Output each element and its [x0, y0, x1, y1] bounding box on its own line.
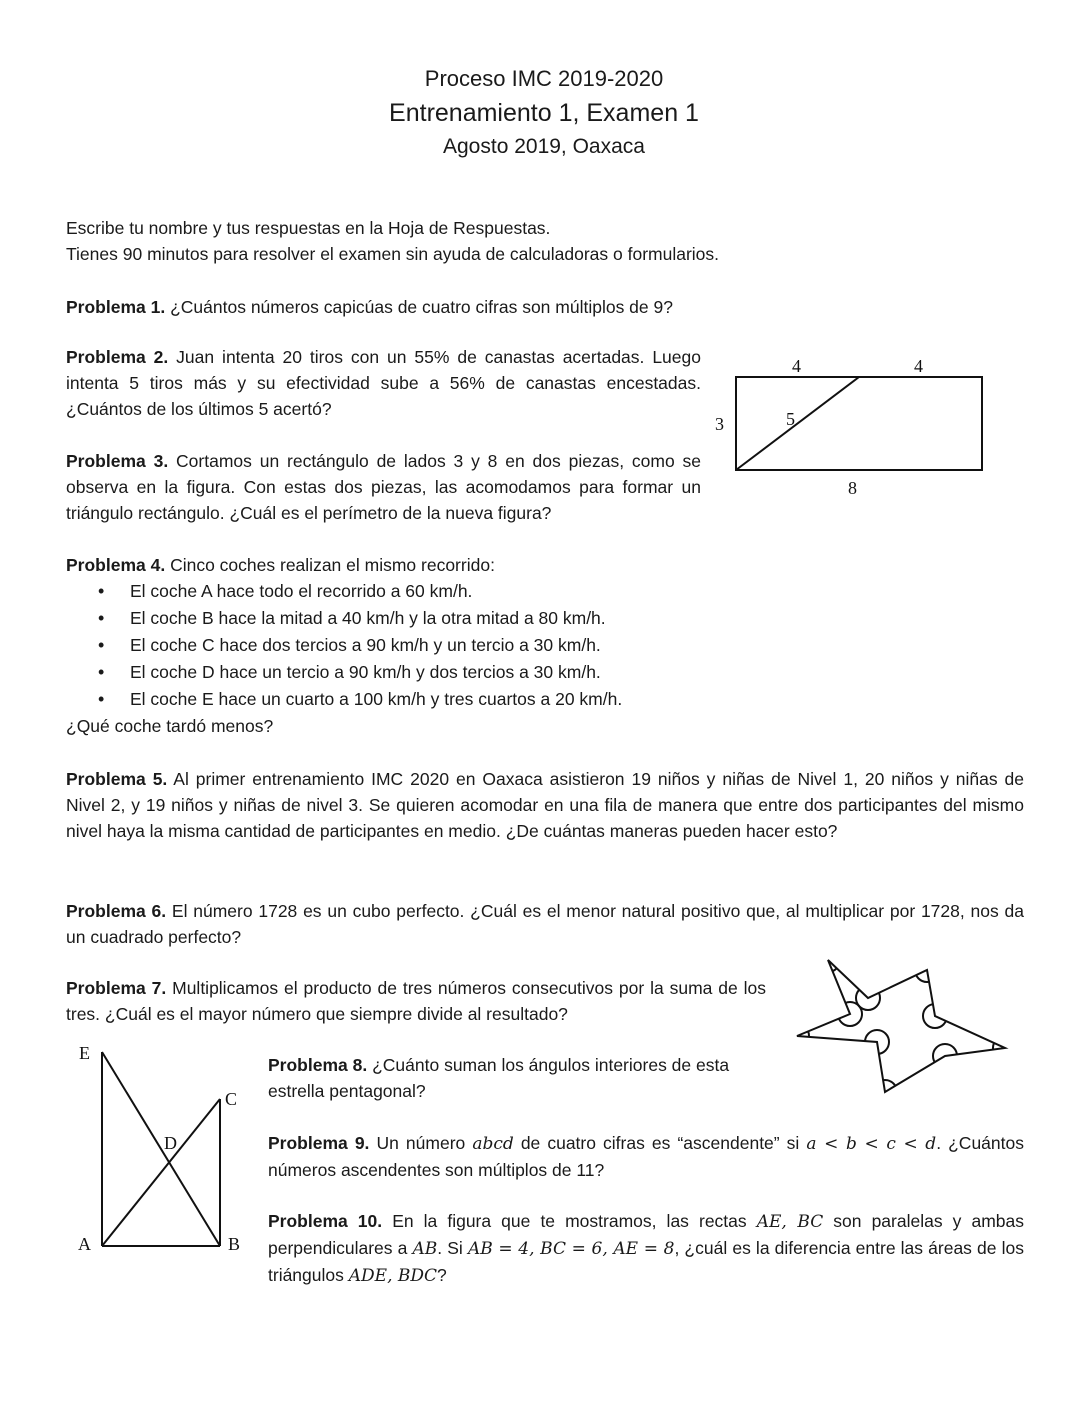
triangle-figure	[60, 1035, 260, 1260]
list-item: • El coche C hace dos tercios a 90 km/h y un tercio a 30 km/h.	[66, 632, 1026, 659]
instructions-line-2: Tienes 90 minutos para resolver el examen sin ayuda de calculadoras o formularios.	[66, 244, 720, 264]
problem-7-label: Problema 7.	[66, 978, 167, 998]
exam-title: Entrenamiento 1, Examen 1	[389, 99, 699, 127]
math-expression: AB	[412, 1239, 438, 1259]
rectangle-label-top-right: 4	[914, 356, 923, 376]
problem-4-list	[66, 578, 1026, 713]
triangle-label-e: E	[79, 1043, 90, 1063]
problem-3-text: Cortamos un rectángulo de lados 3 y 8 en dos piezas, como se observa en la figura. Con estas dos piezas, las acomodamos para formar un triángulo rectángulo. ¿Cuál es el perímetro de la nueva figura?	[66, 451, 701, 523]
math-expression: AB = 4, BC = 6, AE = 8	[467, 1239, 675, 1259]
problem-4-label: Problema 4.	[66, 555, 166, 575]
rectangle-cut-line	[736, 377, 859, 470]
list-item: • El coche A hace todo el recorrido a 60 km/h.	[66, 578, 1026, 605]
list-item: • El coche B hace la mitad a 40 km/h y la otra mitad a 80 km/h.	[66, 605, 1026, 632]
triangle-label-a: A	[78, 1234, 91, 1254]
list-item: • El coche E hace un cuarto a 100 km/h y tres cuartos a 20 km/h.	[66, 686, 1026, 713]
problem-8	[268, 1052, 768, 1104]
problem-4-question: ¿Qué coche tardó menos?	[66, 716, 274, 736]
problem-10	[268, 1208, 1024, 1289]
star-angle-marks	[795, 952, 1015, 1097]
problem-10-text: , ¿cuál es la diferencia entre las áreas de los triángulos	[268, 1238, 1024, 1285]
problem-5-text: Al primer entrenamiento IMC 2020 en Oaxaca asistieron 19 niños y niñas de Nivel 1, 20 niños y niñas de Nivel 2, y 19 niños y niñas de nivel 3. Se quieren acomodar en una fila de manera que entre dos participantes del mismo nivel haya la misma cantidad de participantes en medio. ¿De cuántas maneras pueden hacer esto?	[66, 769, 1024, 841]
problem-2	[66, 344, 701, 422]
rectangle-label-left: 3	[715, 414, 724, 434]
math-expression: a < b < c < d	[806, 1134, 937, 1154]
triangle-label-b: B	[228, 1234, 241, 1254]
problem-9-label: Problema 9.	[268, 1133, 370, 1153]
problem-3	[66, 448, 701, 526]
rectangle-label-bottom: 8	[848, 478, 857, 498]
problem-6-label: Problema 6.	[66, 901, 167, 921]
triangle-lines	[102, 1052, 220, 1246]
problem-7	[66, 975, 766, 1027]
star-figure	[795, 952, 1015, 1097]
exam-date-place: Agosto 2019, Oaxaca	[443, 135, 645, 158]
problem-10-text: son paralelas y ambas perpendiculares a	[268, 1211, 1024, 1258]
problem-9-text: Un número	[369, 1133, 473, 1153]
rectangle-shape	[736, 377, 982, 470]
problem-5	[66, 766, 1024, 844]
problem-5-label: Problema 5.	[66, 769, 168, 789]
rectangle-figure	[700, 350, 1000, 500]
problem-8-text: ¿Cuánto suman los ángulos interiores de esta estrella pentagonal?	[268, 1055, 730, 1101]
star-shape	[797, 960, 1005, 1092]
problem-1	[66, 294, 1026, 320]
problem-9-text: . ¿Cuántos números ascendentes son múltiplos de 11?	[268, 1133, 1024, 1180]
problem-10-text: En la figura que te mostramos, las rectas	[382, 1211, 757, 1231]
problem-10-text: ?	[437, 1265, 447, 1285]
problem-4-text: Cinco coches realizan el mismo recorrido:	[165, 555, 495, 575]
problem-1-label: Problema 1.	[66, 297, 166, 317]
problem-3-label: Problema 3.	[66, 451, 169, 471]
problem-9-text: de cuatro cifras es “ascendente” si	[513, 1133, 807, 1153]
math-expression: AE, BC	[756, 1212, 824, 1232]
problem-6-text: El número 1728 es un cubo perfecto. ¿Cuál es el menor natural positivo que, al multiplicar por 1728, nos da un cuadrado perfecto?	[66, 901, 1024, 947]
instructions	[66, 215, 1026, 267]
rectangle-label-diagonal: 5	[786, 409, 795, 429]
problem-6	[66, 898, 1024, 950]
exam-process-title: Proceso IMC 2019-2020	[424, 66, 664, 91]
rectangle-label-top-left: 4	[792, 356, 801, 376]
problem-10-label: Problema 10.	[268, 1211, 383, 1231]
problem-8-label: Problema 8.	[268, 1055, 368, 1075]
problem-10-text: . Si	[437, 1238, 468, 1258]
triangle-label-d: D	[164, 1133, 177, 1153]
instructions-line-1: Escribe tu nombre y tus respuestas en la Hoja de Respuestas.	[66, 218, 551, 238]
triangle-label-c: C	[225, 1089, 238, 1109]
problem-2-text: Juan intenta 20 tiros con un 55% de canastas acertadas. Luego intenta 5 tiros más y su efectividad sube a 56% de canastas encestadas. ¿Cuántos de los últimos 5 acertó?	[66, 347, 701, 419]
math-expression: abcd	[472, 1134, 514, 1154]
problem-2-label: Problema 2.	[66, 347, 169, 367]
problem-9	[268, 1130, 1024, 1183]
problem-7-text: Multiplicamos el producto de tres números consecutivos por la suma de los tres. ¿Cuál es el mayor número que siempre divide al resultado?	[66, 978, 766, 1024]
problem-1-text: ¿Cuántos números capicúas de cuatro cifras son múltiplos de 9?	[165, 297, 673, 317]
math-expression: ADE, BDC	[348, 1266, 438, 1286]
problem-4	[66, 552, 1026, 739]
list-item: • El coche D hace un tercio a 90 km/h y dos tercios a 30 km/h.	[66, 659, 1026, 686]
